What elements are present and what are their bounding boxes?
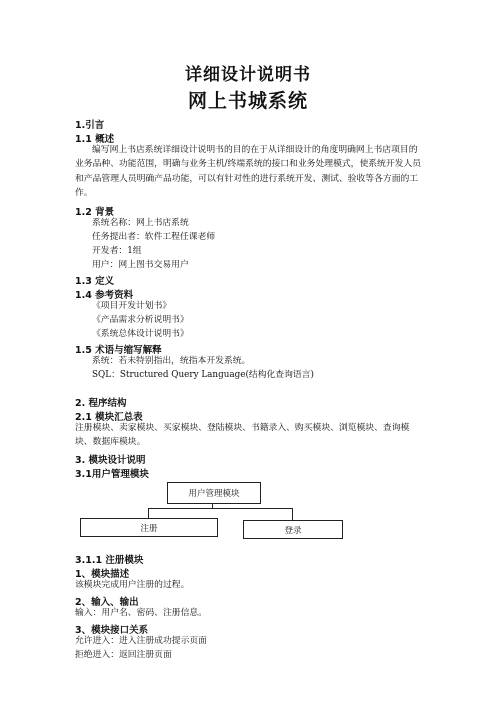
heading-1-2: 1.2 背景 [75, 207, 115, 218]
heading-module-desc: 1、模块描述 [75, 569, 130, 580]
heading-1-4: 1.4 参考资料 [75, 290, 134, 301]
ref-item: 《系统总体设计说明书》 [92, 329, 189, 339]
doc-subtitle: 网上书城系统 [187, 90, 308, 112]
interface-line: 拒绝进入：返回注册页面 [75, 650, 172, 660]
heading-1-3: 1.3 定义 [75, 276, 115, 287]
bg-line: 系统名称：网上书店系统 [92, 218, 189, 228]
heading-interface: 3、模块接口关系 [75, 625, 149, 636]
io-text: 输入：用户名、密码、注册信息。 [75, 608, 207, 618]
bg-line: 任务提出者：软件工程任课老师 [92, 232, 216, 242]
ref-item: 《产品需求分析说明书》 [92, 315, 189, 325]
bg-line: 用户：网上图书交易用户 [92, 260, 189, 270]
bg-line: 开发者：1组 [92, 246, 142, 256]
overview-text: 编写网上书店系统详细设计说明书的目的在于从详细设计的角度明确网上书店项目的业务品种、功能范围，明确与业务主机/终端系统的接口和业务处理模式，使系统开发人员和产品管理人员明确产品功能，可以有针对性的进行系统开发、测试、验收等各方面的工作。 [75, 145, 422, 198]
diagram-connector [148, 508, 149, 518]
diagram-connector [292, 508, 293, 520]
doc-title: 详细设计说明书 [185, 65, 311, 85]
diagram-login-box: 登录 [243, 520, 343, 539]
heading-3-1: 3.1用户管理模块 [75, 469, 149, 480]
module-desc-text: 该模块完成用户注册的过程。 [75, 580, 190, 590]
heading-io: 2、输入、输出 [75, 597, 139, 608]
heading-2-1: 2.1 模块汇总表 [75, 412, 143, 423]
heading-2: 2. 程序结构 [75, 398, 127, 409]
term-item: 系统：若未特别指出，统指本开发系统。 [92, 356, 251, 366]
heading-3: 3. 模块设计说明 [75, 455, 146, 466]
diagram-register-box: 注册 [80, 518, 218, 537]
heading-1-5: 1.5 术语与缩写解释 [75, 345, 162, 356]
heading-1: 1.引言 [75, 120, 105, 131]
diagram-connector [148, 508, 293, 509]
term-item: SQL：Structured Query Language(结构化查询语言) [92, 370, 314, 380]
ref-item: 《项目开发计划书》 [92, 301, 172, 311]
heading-3-1-1: 3.1.1 注册模块 [75, 555, 144, 566]
overview-paragraph [75, 143, 425, 200]
module-summary-text: 注册模块、卖家模块、买家模块、登陆模块、书籍录入、购买模块、浏览模块、查询模块、数据库模块。 [75, 423, 410, 448]
interface-line: 允许进入：进入注册成功提示页面 [75, 636, 207, 646]
heading-1-1: 1.1 概述 [75, 134, 115, 145]
diagram-root-box: 用户管理模块 [167, 482, 261, 504]
